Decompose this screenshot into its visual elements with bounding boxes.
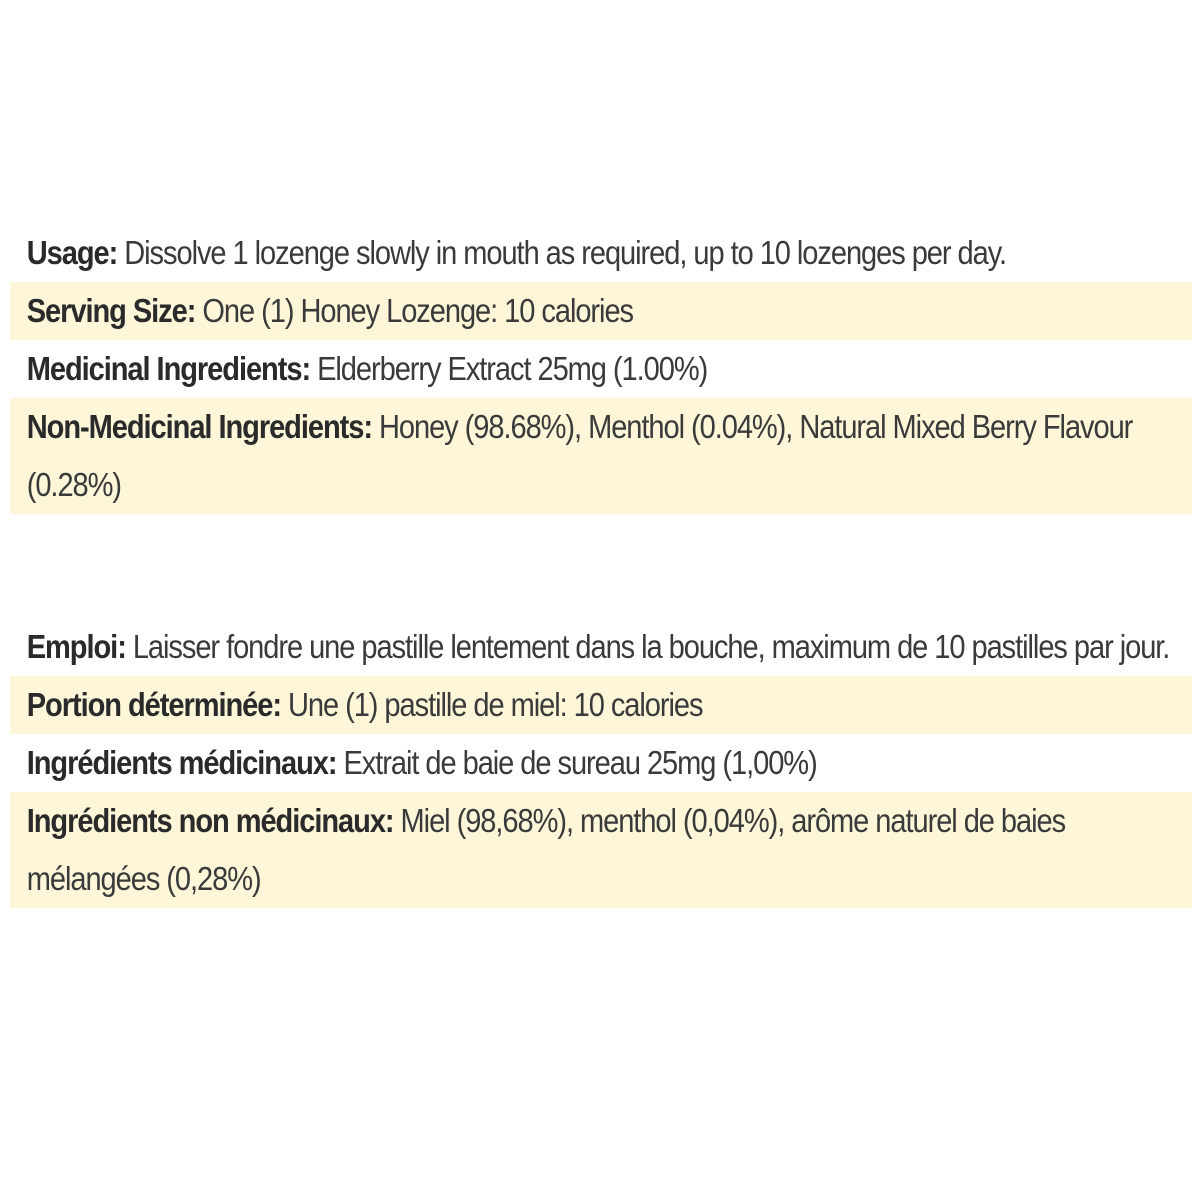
ingredients-medicinaux-row	[10, 734, 1192, 792]
medicinal-ingredients-label: Medicinal Ingredients:	[26, 350, 311, 387]
serving-size-label: Serving Size:	[26, 292, 196, 329]
portion-text: Une (1) pastille de miel: 10 calories	[280, 686, 703, 723]
ingredients-non-medicinaux-label: Ingrédients non médicinaux:	[26, 802, 394, 839]
emploi-label: Emploi:	[26, 628, 126, 665]
serving-size-text: One (1) Honey Lozenge: 10 calories	[195, 292, 633, 329]
emploi-row	[10, 618, 1192, 676]
ingredients-medicinaux-label: Ingrédients médicinaux:	[26, 744, 337, 781]
usage-text: Dissolve 1 lozenge slowly in mouth as required, up to 10 lozenges per day.	[117, 234, 1007, 271]
usage-row	[10, 224, 1192, 282]
non-medicinal-ingredients-text: Honey (98.68%), Menthol (0.04%), Natural Mixed Berry Flavour (0.28%)	[26, 408, 1133, 503]
portion-row	[10, 676, 1192, 734]
medicinal-ingredients-row	[10, 340, 1192, 398]
non-medicinal-ingredients-row	[10, 398, 1192, 514]
serving-size-row	[10, 282, 1192, 340]
medicinal-ingredients-text: Elderberry Extract 25mg (1.00%)	[310, 350, 708, 387]
usage-label: Usage:	[26, 234, 118, 271]
non-medicinal-ingredients-label: Non-Medicinal Ingredients:	[26, 408, 372, 445]
english-section	[10, 224, 1192, 514]
ingredients-medicinaux-text: Extrait de baie de sureau 25mg (1,00%)	[336, 744, 817, 781]
ingredients-non-medicinaux-row	[10, 792, 1192, 908]
portion-label: Portion déterminée:	[26, 686, 281, 723]
ingredients-non-medicinaux-text: Miel (98,68%), menthol (0,04%), arôme naturel de baies mélangées (0,28%)	[26, 802, 1066, 897]
french-section	[10, 618, 1192, 908]
emploi-text: Laisser fondre une pastille lentement dans la bouche, maximum de 10 pastilles par jour.	[125, 628, 1170, 665]
